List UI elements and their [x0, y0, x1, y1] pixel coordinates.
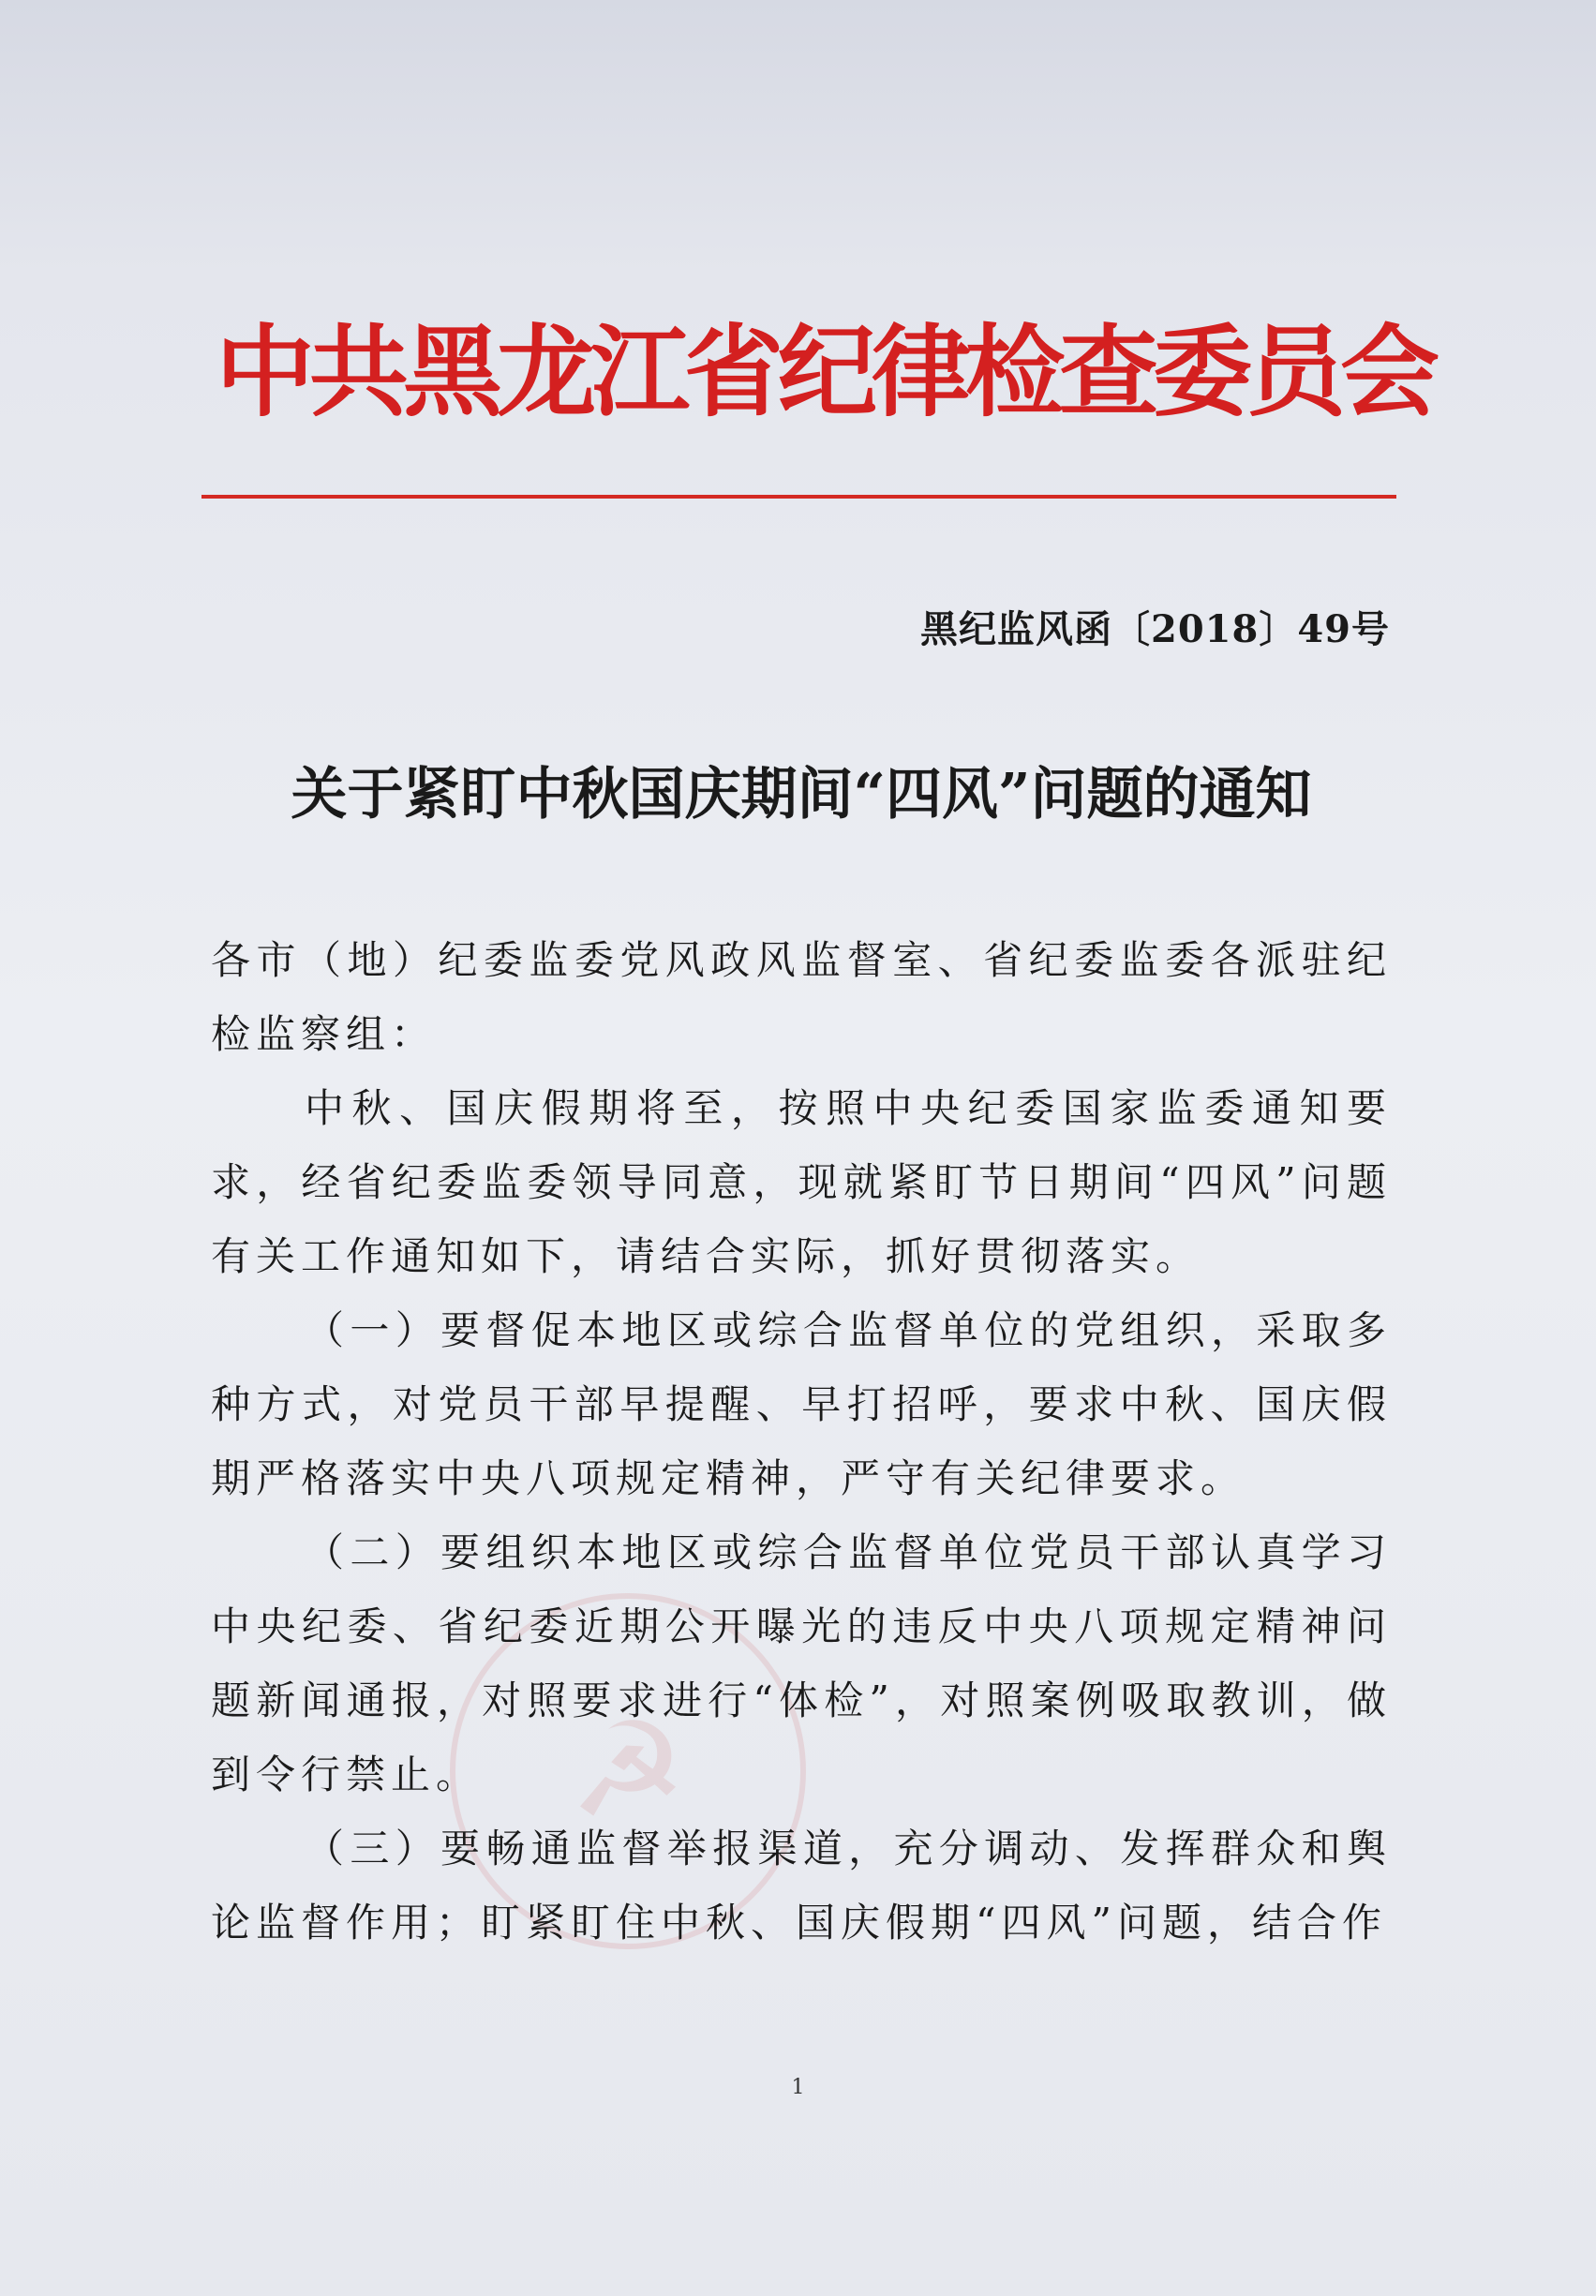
party-emblem-icon: ☭ [569, 1694, 687, 1848]
body-paragraph-3: （三）要畅通监督举报渠道，充分调动、发挥群众和舆论监督作用；盯紧盯住中秋、国庆假期“四风”问题，结合作 [211, 1826, 1392, 1946]
page-number: 1 [791, 2076, 805, 2099]
issuing-organization: 中共黑龙江省纪律检查委员会 [216, 315, 1434, 430]
notice-title: 关于紧盯中秋国庆期间“四风”问题的通知 [291, 762, 1312, 827]
document-number: 黑纪监风函〔2018〕49号 [920, 607, 1390, 651]
addressee: 各市（地）纪委监委党风政风监督室、省纪委监委各派驻纪检监察组： [211, 937, 1392, 1057]
body-paragraph-2: （二）要组织本地区或综合监督单位党员干部认真学习中央纪委、省纪委近期公开曝光的违反中央八项规定精神问题新闻通报，对照要求进行“体检”，对照案例吸取教训，做到令行禁止。 [211, 1529, 1392, 1797]
body-paragraph-intro: 中秋、国庆假期将至，按照中央纪委国家监委通知要求，经省纪委监委领导同意，现就紧盯节日期间“四风”问题有关工作通知如下，请结合实际，抓好贯彻落实。 [211, 1085, 1392, 1279]
notice-body [211, 923, 1392, 1960]
header-divider [201, 495, 1396, 499]
body-paragraph-1: （一）要督促本地区或综合监督单位的党组织，采取多种方式，对党员干部早提醒、早打招呼，要求中秋、国庆假期严格落实中央八项规定精神，严守有关纪律要求。 [211, 1307, 1392, 1501]
